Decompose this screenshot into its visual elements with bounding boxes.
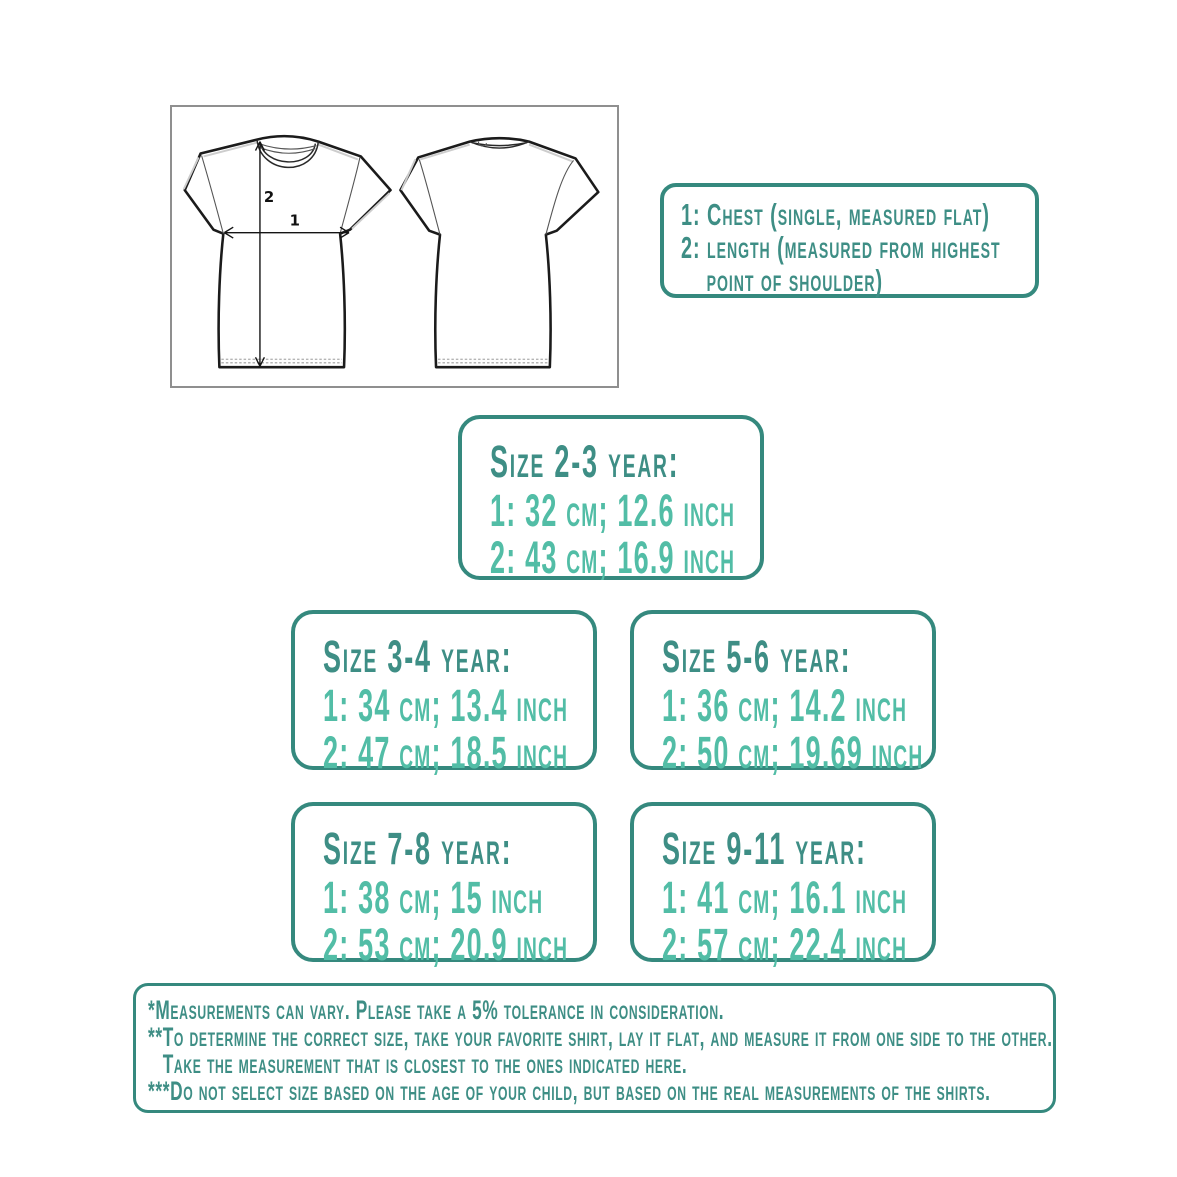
legend-line-length-cont: point of shoulder) <box>706 263 884 298</box>
tshirt-front-outline <box>185 136 391 367</box>
size-chest-value: 1: 32 cm; 12.6 inch <box>490 485 736 536</box>
size-chest-value: 1: 36 cm; 14.2 inch <box>662 680 908 731</box>
size-box-text <box>323 824 594 968</box>
note-age-warning: ***Do not select size based on the age of your child, but based on the real measurements of the shirts. <box>148 1076 991 1106</box>
size-length-value: 2: 57 cm; 22.4 inch <box>662 919 908 970</box>
legend-text <box>681 198 1034 297</box>
note-tolerance: *Measurements can vary. Please take a 5% tolerance in consideration. <box>148 995 725 1025</box>
size-box-7-8-year <box>291 802 597 970</box>
size-length-value: 2: 53 cm; 20.9 inch <box>323 919 569 970</box>
size-box-text <box>662 632 933 776</box>
size-box-5-6-year <box>630 610 936 778</box>
legend-box <box>660 183 1039 298</box>
size-chest-value: 1: 41 cm; 16.1 inch <box>662 872 908 923</box>
legend-line-length: 2: length (measured from highest <box>681 230 1001 265</box>
size-length-value: 2: 43 cm; 16.9 inch <box>490 532 736 583</box>
notes-text <box>148 997 1052 1105</box>
measure-label-length: 2 <box>263 188 275 206</box>
size-length-value: 2: 47 cm; 18.5 inch <box>323 727 569 778</box>
size-length-value: 2: 50 cm; 19.69 inch <box>662 727 924 778</box>
tshirt-technical-drawing <box>172 107 617 386</box>
note-how-to-measure: **To determine the correct size, take your favorite shirt, lay it flat, and measure it from one side to the other. <box>148 1022 1053 1052</box>
size-box-text <box>323 632 594 776</box>
size-box-text <box>662 824 933 968</box>
size-title: Size 5-6 year: <box>662 631 852 682</box>
size-box-text <box>490 437 761 581</box>
size-title: Size 3-4 year: <box>323 631 513 682</box>
measure-label-chest: 1 <box>289 212 300 230</box>
tshirt-back-outline <box>400 138 598 367</box>
size-box-2-3-year <box>458 415 764 583</box>
size-box-3-4-year <box>291 610 597 778</box>
note-how-to-measure-cont: Take the measurement that is closest to the ones indicated here. <box>162 1049 688 1079</box>
size-chest-value: 1: 38 cm; 15 inch <box>323 872 544 923</box>
size-title: Size 9-11 year: <box>662 823 867 874</box>
tshirt-diagram-frame <box>170 105 619 388</box>
legend-line-chest: 1: Chest (single, measured flat) <box>681 197 990 232</box>
size-title: Size 7-8 year: <box>323 823 513 874</box>
notes-box <box>133 983 1056 1113</box>
size-box-9-11-year <box>630 802 936 970</box>
size-title: Size 2-3 year: <box>490 436 680 487</box>
size-chest-value: 1: 34 cm; 13.4 inch <box>323 680 569 731</box>
